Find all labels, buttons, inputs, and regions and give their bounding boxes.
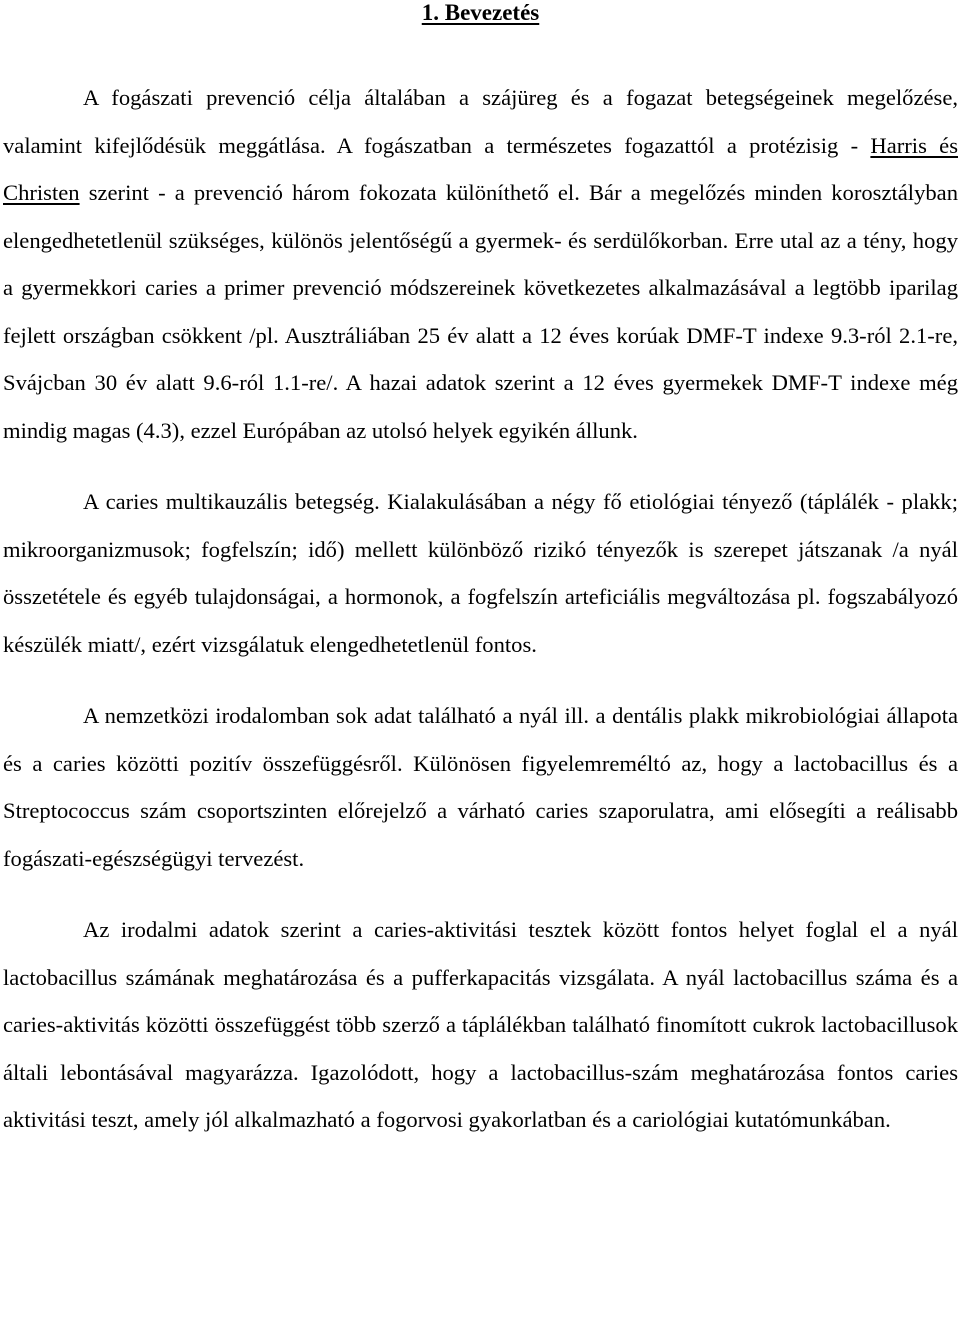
paragraph-prevention [3,74,958,454]
paragraph-prevention-text-start: A fogászati prevenció célja általában a szájüreg és a fogazat betegségeinek megelőzése, valamint kifejlődésük meggátlása. A fogászatban a természetes fogazattól a protézisig - [3,85,958,158]
paragraph-caries-multicausal: A caries multikauzális betegség. Kialakulásában a négy fő etiológiai tényező (táplálék - plakk; mikroorganizmusok; fogfelszín; idő) mellett különböző rizikó tényezők is szerepet játszanak /a nyál összetétele és egyéb tulajdonságai, a hormonok, a fogfelszín arteficiális megváltozása pl. fogszabályozó készülék miatt/, ezért vizsgálatuk elengedhetetlenül fontos. [3,489,958,657]
paragraph-international-literature: A nemzetközi irodalomban sok adat található a nyál ill. a dentális plakk mikrobiológiai állapota és a caries közötti pozitív összefüggésről. Különösen figyelemreméltó az, hogy a lactobacillus és a Streptococcus szám csoportszinten előrejelző a várható caries szaporulatra, ami elősegíti a reálisabb fogászati-egészségügyi tervezést. [3,703,958,871]
section-heading: 1. Bevezetés [421,0,540,25]
paragraph-prevention-text-end: szerint - a prevenció három fokozata különíthető el. Bár a megelőzés minden korosztályban elengedhetetlenül szükséges, különös jelentőségű a gyermek- és serdülőkorban. Erre utal az a tény, hogy a gyermekkori caries a primer prevenció módszereinek következetes alkalmazásával a legtöbb iparilag fejlett országban csökkent /pl. Ausztráliában 25 év alatt a 12 éves korúak DMF-T indexe 9.3-ról 2.1-re, Svájcban 30 év alatt 9.6-ról 1.1-re/. A hazai adatok szerint a 12 éves gyermekek DMF-T indexe még mindig magas (4.3), ezzel Európában az utolsó helyek egyikén állunk. [3,180,958,443]
author-reference-link[interactable]: Harris és Christen [3,132,958,205]
paragraph-caries-activity-tests: Az irodalmi adatok szerint a caries-aktivitási tesztek között fontos helyet foglal el a nyál lactobacillus számának meghatározása és a pufferkapacitás vizsgálata. A nyál lactobacillus száma és a caries-aktivitás közötti összefüggést több szerző a táplálékban található finomított cukrok lactobacillusok általi lebontásával magyarázza. Igazolódott, hogy a lactobacillus-szám meghatározása fontos caries aktivitási teszt, amely jól alkalmazható a fogorvosi gyakorlatban és a cariológiai kutatómunkában. [3,917,958,1132]
